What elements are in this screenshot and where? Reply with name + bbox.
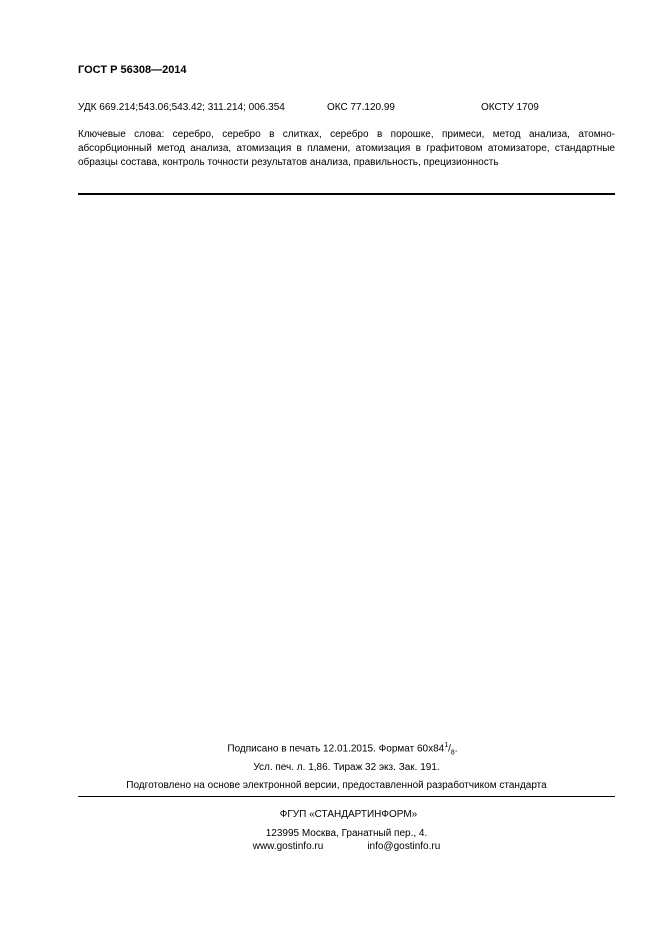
oks-code: ОКС 77.120.99 [327,102,395,113]
format-numerator: 1 [444,742,449,749]
imprint-prepared: Подготовлено на основе электронной версии, предоставленной разработчиком стандарта [126,780,547,791]
page-header: ГОСТ Р 56308—2014 [78,64,187,76]
email-link[interactable]: info@gostinfo.ru [367,841,441,852]
publisher-contacts [16,841,661,852]
udk-code: УДК 669.214;543.06;543.42; 311.214; 006.354 [78,102,285,113]
publisher-address: 123995 Москва, Гранатный пер., 4. [265,828,428,839]
format-denominator: 8 [450,749,455,757]
publisher-divider [78,796,615,797]
website-link[interactable]: www.gostinfo.ru [252,841,324,852]
imprint-signed: Подписано в печать 12.01.2015. Формат $60х84^1/_8$. [227,742,458,757]
keywords-divider [78,193,615,195]
signed-suffix: . [454,743,458,755]
publisher-name: ФГУП «СТАНДАРТИНФОРМ» [279,809,418,820]
imprint-details: Усл. печ. л. 1,86. Тираж 32 экз. Зак. 191. [253,762,440,773]
keywords-paragraph: Ключевые слова: серебро, серебро в слитках, серебро в порошке, примеси, метод анализа, атомно-абсорбционный метод анализа, атомизация в пламени, атомизация в графитовом атомизаторе, стандартные образцы состава, контроль точности результатов анализа, правильность, прецизионность [78,129,615,168]
okstu-code: ОКСТУ 1709 [481,102,539,113]
signed-text: Подписано в печать 12.01.2015. Формат 60х84 [227,743,445,755]
